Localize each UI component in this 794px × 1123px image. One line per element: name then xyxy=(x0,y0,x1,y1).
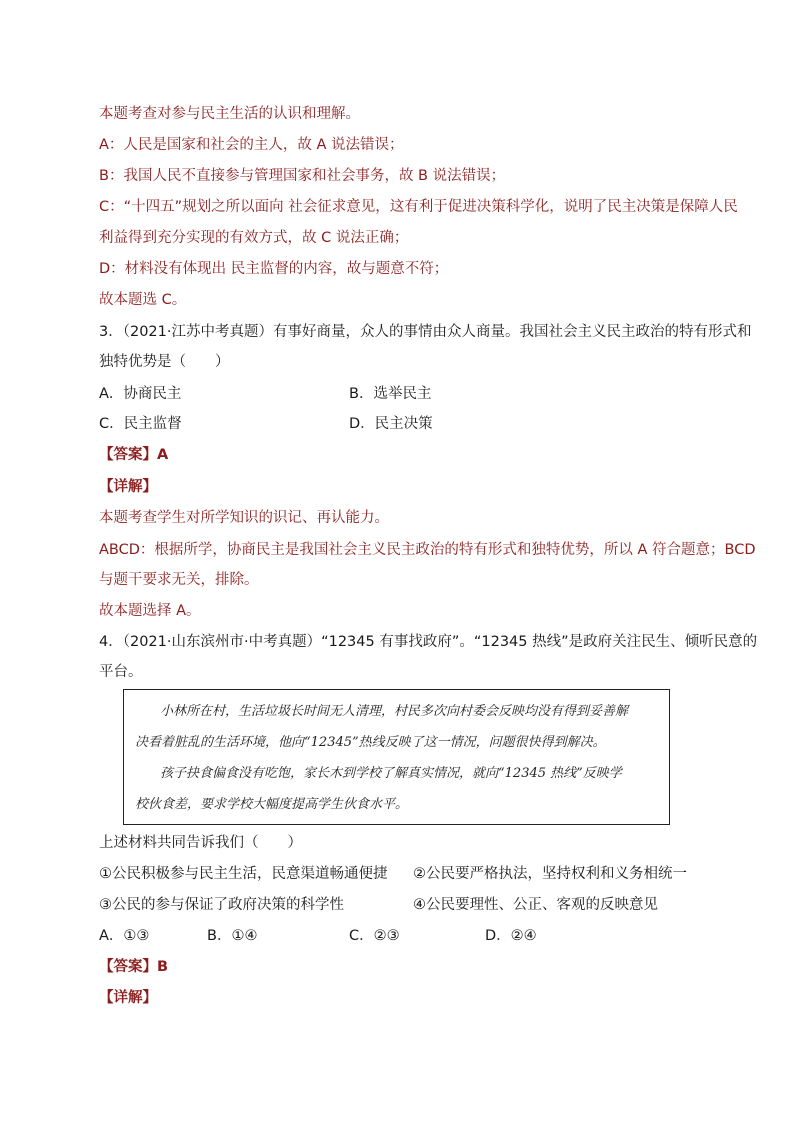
q3-option-a: A．协商民主 xyxy=(99,386,182,402)
q4-option-a: A．①③ xyxy=(99,928,150,944)
q3-analysis-intro: 本题考查学生对所学知识的识记、再认能力。 xyxy=(99,510,389,526)
q3-analysis-line1: ABCD：根据所学，协商民主是我国社会主义民主政治的特有形式和独特优势，所以 A 符合题意；BCD xyxy=(99,542,756,558)
q4-stem-line2: 平台。 xyxy=(99,664,143,680)
material-p2-line2: 校伙食差，要求学校大幅度提高学生伙食水平。 xyxy=(135,797,409,812)
material-p1-line2: 决看着脏乱的生活环境，他向“12345”热线反映了这一情况，问题很快得到解决。 xyxy=(135,735,606,750)
q4-option-b: B．①④ xyxy=(207,928,258,944)
q4-statement-3: ③公民的参与保证了政府决策的科学性 xyxy=(99,897,344,913)
material-p1-line1: 小林所在村，生活垃圾长时间无人清理，村民多次向村委会反映均没有得到妥善解 xyxy=(160,704,629,719)
q4-statement-1: ①公民积极参与民主生活，民意渠道畅通便捷 xyxy=(99,866,388,882)
q4-stem-line1: 4．（2021·山东滨州市·中考真题）“12345 有事找政府”。“12345 热线”是政府关注民生、倾听民意的 xyxy=(99,634,758,650)
analysis-option-d: D：材料没有体现出 民主监督的内容，故与题意不符； xyxy=(99,261,449,277)
q3-conclusion: 故本题选择 A。 xyxy=(99,603,201,619)
q3-answer: 【答案】A xyxy=(99,447,169,463)
analysis-conclusion: 故本题选 C。 xyxy=(99,292,187,308)
analysis-intro: 本题考查对参与民主生活的认识和理解。 xyxy=(99,106,360,122)
q4-answer: 【答案】B xyxy=(99,959,169,975)
q3-analysis-line2: 与题干要求无关，排除。 xyxy=(99,572,259,588)
q3-stem-line2: 独特优势是（ ） xyxy=(99,354,230,370)
analysis-option-a: A：人民是国家和社会的主人，故 A 说法错误； xyxy=(99,137,404,153)
q3-detail-label: 【详解】 xyxy=(99,479,157,495)
q4-option-d: D．②④ xyxy=(485,928,537,944)
q4-statement-2: ②公民要严格执法，坚持权利和义务相统一 xyxy=(413,866,687,882)
q4-prompt: 上述材料共同告诉我们（ ） xyxy=(99,835,302,851)
q3-option-b: B．选举民主 xyxy=(349,386,432,402)
q3-stem-line1: 3．（2021·江苏中考真题）有事好商量，众人的事情由众人商量。我国社会主义民主政治的特有形式和 xyxy=(99,324,752,340)
analysis-option-c-line1: C：“十四五”规划之所以面向 社会征求意见，这有利于促进决策科学化，说明了民主决策是保障人民 xyxy=(99,199,738,215)
q3-option-d: D．民主决策 xyxy=(349,416,433,432)
q4-detail-label: 【详解】 xyxy=(99,990,157,1006)
q4-option-c: C．②③ xyxy=(349,928,400,944)
material-box xyxy=(123,689,670,825)
material-p2-line1: 孩子抉食偏食没有吃饱，家长木到学校了解真实情况，就向“12345 热线”反映学 xyxy=(160,766,622,781)
analysis-option-b: B：我国人民不直接参与管理国家和社会事务，故 B 说法错误； xyxy=(99,168,506,184)
q4-statement-4: ④公民要理性、公正、客观的反映意见 xyxy=(413,897,658,913)
analysis-option-c-line2: 利益得到充分实现的有效方式，故 C 说法正确； xyxy=(99,230,409,246)
q3-option-c: C．民主监督 xyxy=(99,416,182,432)
